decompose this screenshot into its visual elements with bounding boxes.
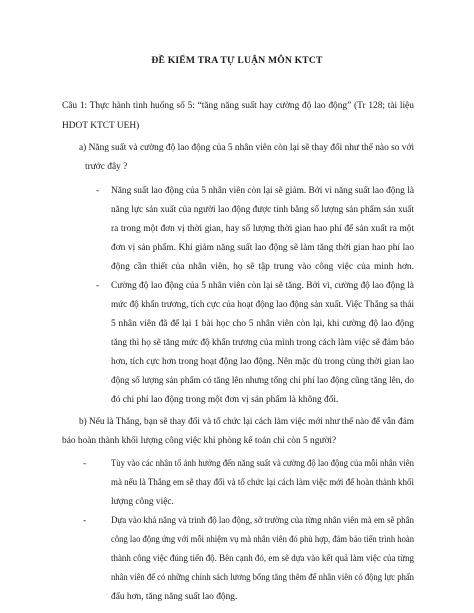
part-b-bullet-1-line: mà nếu là Thắng em sẽ thay đổi và tổ chức lại cách làm việc mới để hoàn thành khối <box>111 478 414 488</box>
part-a-bullet-2-line: Cường độ lao động của 5 nhân viên còn lại sẽ tăng. Bởi vì, cường độ lao động là <box>111 281 414 291</box>
bullet-dash: - <box>83 459 87 469</box>
bullet-dash: - <box>96 281 100 291</box>
part-a-bullet-2-line: hơn, tích cực hơn trong hoạt động lao động. Nên mặc dù trong cùng thời gian lao <box>111 357 415 367</box>
part-a-bullet-1-line: đơn vị sản phẩm. Khi giảm năng suất lao động sẽ làm tăng thời gian hao phí lao <box>111 243 415 253</box>
part-a-bullet-1-line: Năng suất lao động của 5 nhân viên còn lại sẽ giảm. Bởi vì năng suất lao động là <box>111 186 414 196</box>
question-line: Câu 1: Thực hành tình huống số 5: “tăng năng suất hay cường độ lao động” (Tr 128; tài liệu <box>62 101 414 111</box>
part-a-bullet-2-line: tăng thì họ sẽ tăng mức độ khẩn trương của mình trong cách làm việc sẽ đảm bảo <box>111 338 415 348</box>
part-b-question-line: b) Nếu là Thắng, bạn sẽ thay đổi và tổ chức lại cách làm việc mới như thế nào để vẫn đảm <box>79 417 414 427</box>
part-b-bullet-1-line: Tùy vào các nhân tố ảnh hưởng đến năng suất và cường độ lao động của mỗi nhân viên <box>111 459 415 469</box>
part-a-bullet-1-line: động cần thiết của nhân viên, họ sẽ tập trung vào công việc của mình hơn. <box>111 262 414 272</box>
part-b-bullet-1-line: lượng công việc. <box>111 497 174 507</box>
part-b-bullet-2-line: thành công việc đúng tiến độ. Bên cạnh đó, em sẽ dựa vào kết quả làm việc của từng <box>111 554 415 564</box>
part-b-bullet-2-line: đấu hơn, tăng năng suất lao động. <box>111 592 238 602</box>
part-a-bullet-1-line: ra trong một đơn vị thời gian, hay số lượng thời gian hao phí để sản xuất ra một <box>111 224 415 234</box>
part-a-question-line: trước đây ? <box>85 162 128 172</box>
part-b-question-line: bảo hoàn thành khối lượng công việc khi phòng kế toán chỉ còn 5 người? <box>62 436 337 446</box>
bullet-dash: - <box>83 516 87 526</box>
part-a-bullet-2-line: 5 nhân viên đã để lại 1 bài học cho 5 nhân viên còn lại, khi cường độ lao động <box>111 319 414 329</box>
part-b-bullet-2-line: nhân viên để có những chính sách lương bổng tăng thêm để nhân viên có động lực phấn <box>111 573 414 583</box>
question-line: HDOT KTCT UEH) <box>62 121 140 131</box>
document-title: ĐỀ KIỂM TRA TỰ LUẬN MÔN KTCT <box>151 55 323 66</box>
part-a-bullet-1-line: năng lực sản xuất của người lao động được tính bằng số lượng sản phẩm sản xuất <box>111 205 415 215</box>
part-b-bullet-2-line: công lao động ứng với mỗi nhiệm vụ mà nhân viên đó phù hợp, đảm bảo tiến trình hoàn <box>111 535 414 545</box>
part-a-bullet-2-line: đó chi phí lao động trong một đơn vị sản phẩm là không đổi. <box>111 395 339 405</box>
part-a-bullet-2-line: động số lượng sản phẩm có tăng lên nhưng tổng chi phí lao động cũng tăng lên, do <box>111 376 415 386</box>
part-b-bullet-2-line: Dựa vào khả năng và trình độ lao động, sở trường của từng nhân viên mà em sẽ phân <box>111 516 415 526</box>
part-a-question-line: a) Năng suất và cường độ lao động của 5 nhân viên còn lại sẽ thay đổi như thế nào so với <box>79 143 415 153</box>
part-a-bullet-2-line: mức độ khẩn trương, tích cực của hoạt động lao động sản xuất. Việc Thắng sa thải <box>111 300 415 310</box>
bullet-dash: - <box>96 186 100 196</box>
